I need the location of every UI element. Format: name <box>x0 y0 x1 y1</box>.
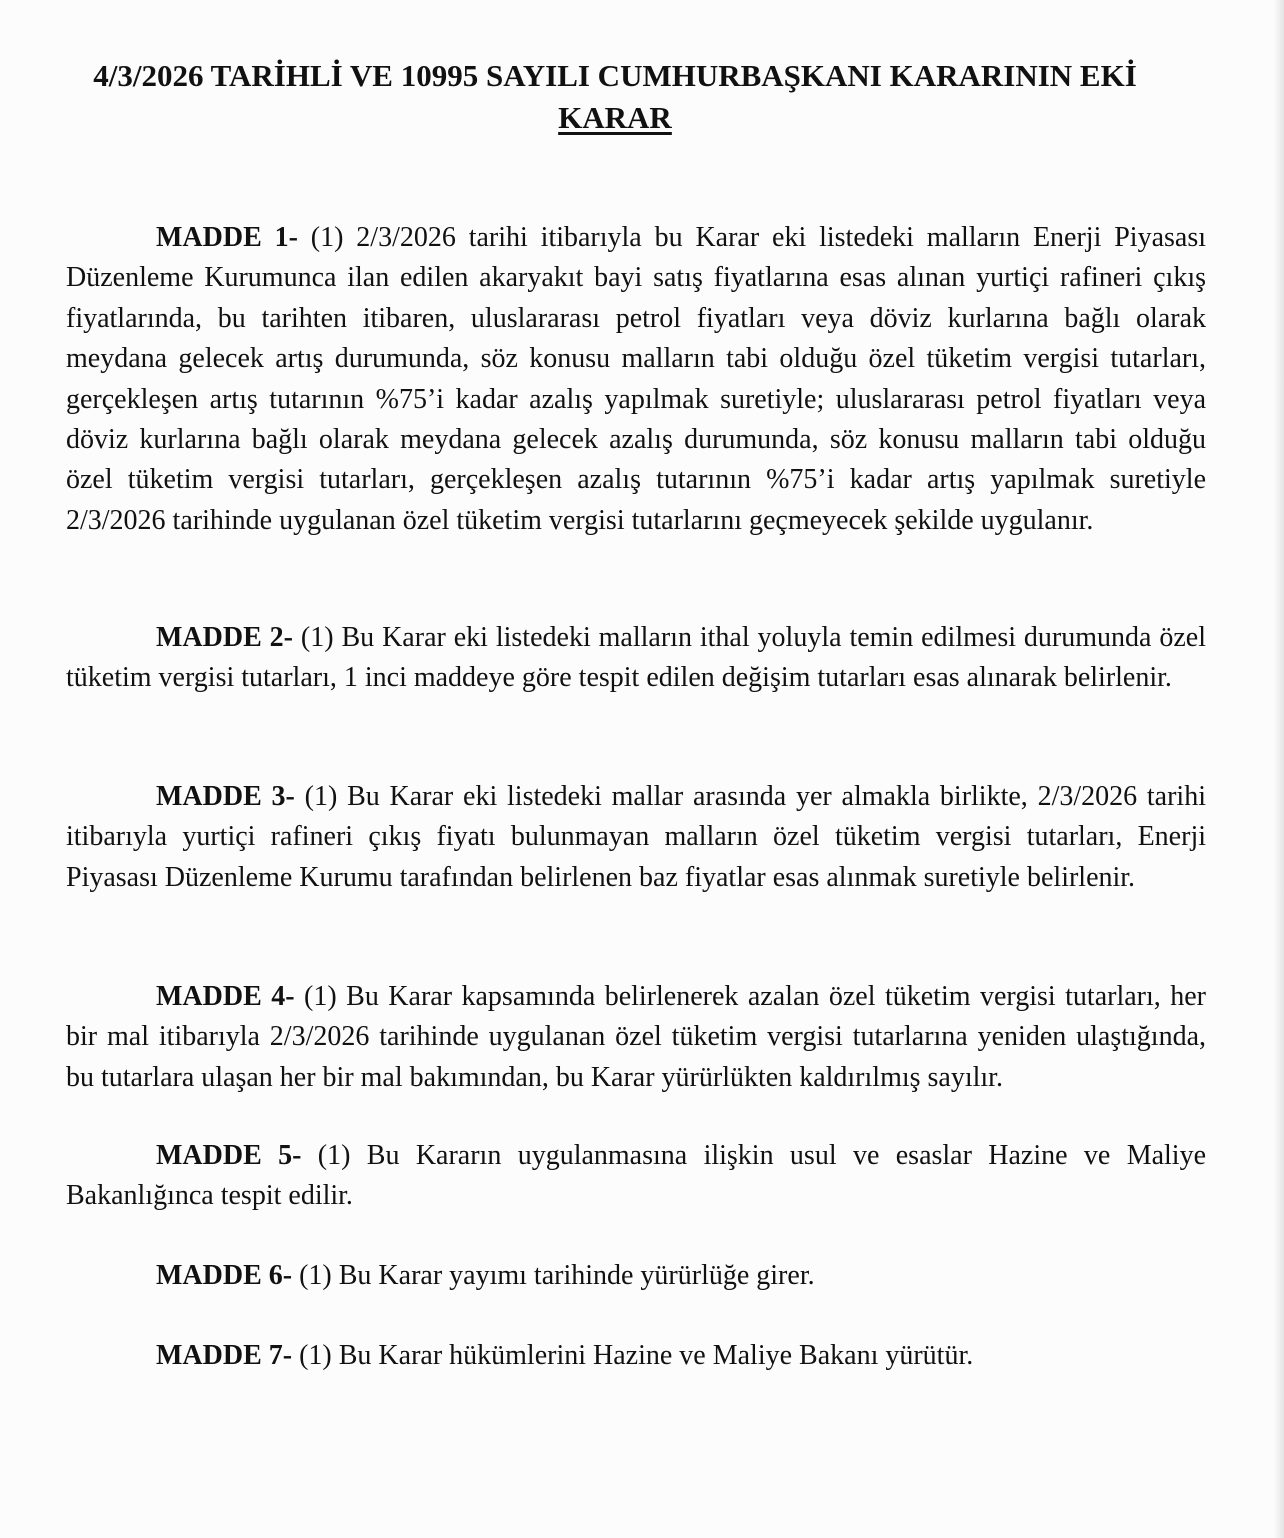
article-text: (1) 2/3/2026 tarihi itibarıyla bu Karar eki listedeki malların Enerji Piyasası Düzenleme Kurumunca ilan edilen akaryakıt bayi satış fiyatlarına esas alınan yurtiçi rafineri çıkış fiyatlarında, bu tarihten itibaren, uluslararası petrol fiyatları veya döviz kurlarına bağlı olarak meydana gelecek artış durumunda, söz konusu malların tabi olduğu özel tüketim vergisi tutarları, gerçekleşen artış tutarının %75’i kadar azalış yapılmak suretiyle; uluslararası petrol fiyatları veya döviz kurlarına bağlı olarak meydana gelecek azalış durumunda, söz konusu malların tabi olduğu özel tüketim vergisi tutarları, gerçekleşen azalış tutarının %75’i kadar artış yapılmak suretiyle 2/3/2026 tarihinde uygulanan özel tüketim vergisi tutarlarını geçmeyecek şekilde uygulanır. <box>66 222 1206 536</box>
article-label: MADDE 7- <box>156 1340 293 1371</box>
article-1 <box>66 218 1206 541</box>
document-header <box>0 55 1230 139</box>
article-4 <box>66 977 1206 1098</box>
article-label: MADDE 6- <box>156 1260 293 1291</box>
article-3 <box>66 777 1206 898</box>
article-text: (1) Bu Karar kapsamında belirlenerek azalan özel tüketim vergisi tutarları, her bir mal itibarıyla 2/3/2026 tarihinde uygulanan özel tüketim vergisi tutarlarına yeniden ulaştığında, bu tutarlara ulaşan her bir mal bakımından, bu Karar yürürlükten kaldırılmış sayılır. <box>66 981 1206 1093</box>
article-text: (1) Bu Karar yayımı tarihinde yürürlüğe girer. <box>292 1260 815 1291</box>
article-text: (1) Bu Kararın uygulanmasına ilişkin usul ve esaslar Hazine ve Maliye Bakanlığınca tespit edilir. <box>66 1140 1206 1212</box>
article-text: (1) Bu Karar hükümlerini Hazine ve Maliye Bakanı yürütür. <box>292 1340 974 1371</box>
article-label: MADDE 5- <box>156 1140 302 1171</box>
article-6 <box>66 1256 1206 1296</box>
article-text: (1) Bu Karar eki listedeki mallar arasında yer almakla birlikte, 2/3/2026 tarihi itibarıyla yurtiçi rafineri çıkış fiyatı bulunmayan malların özel tüketim vergisi tutarları, Enerji Piyasası Düzenleme Kurumu tarafından belirlenen baz fiyatlar esas alınmak suretiyle belirlenir. <box>66 781 1206 893</box>
article-text: (1) Bu Karar eki listedeki malların ithal yoluyla temin edilmesi durumunda özel tüketim vergisi tutarları, 1 inci maddeye göre tespit edilen değişim tutarları esas alınarak belirlenir. <box>66 622 1206 694</box>
article-7 <box>66 1336 1206 1376</box>
document-title: KARAR <box>558 100 672 135</box>
document-heading: 4/3/2026 TARİHLİ VE 10995 SAYILI CUMHURBAŞKANI KARARININ EKİ <box>93 58 1137 93</box>
article-label: MADDE 2- <box>156 622 294 653</box>
article-2 <box>66 618 1206 699</box>
article-label: MADDE 1- <box>156 222 298 253</box>
article-label: MADDE 3- <box>156 781 295 812</box>
article-label: MADDE 4- <box>156 981 295 1012</box>
page-edge-shadow <box>1274 0 1284 1538</box>
article-5 <box>66 1136 1206 1217</box>
